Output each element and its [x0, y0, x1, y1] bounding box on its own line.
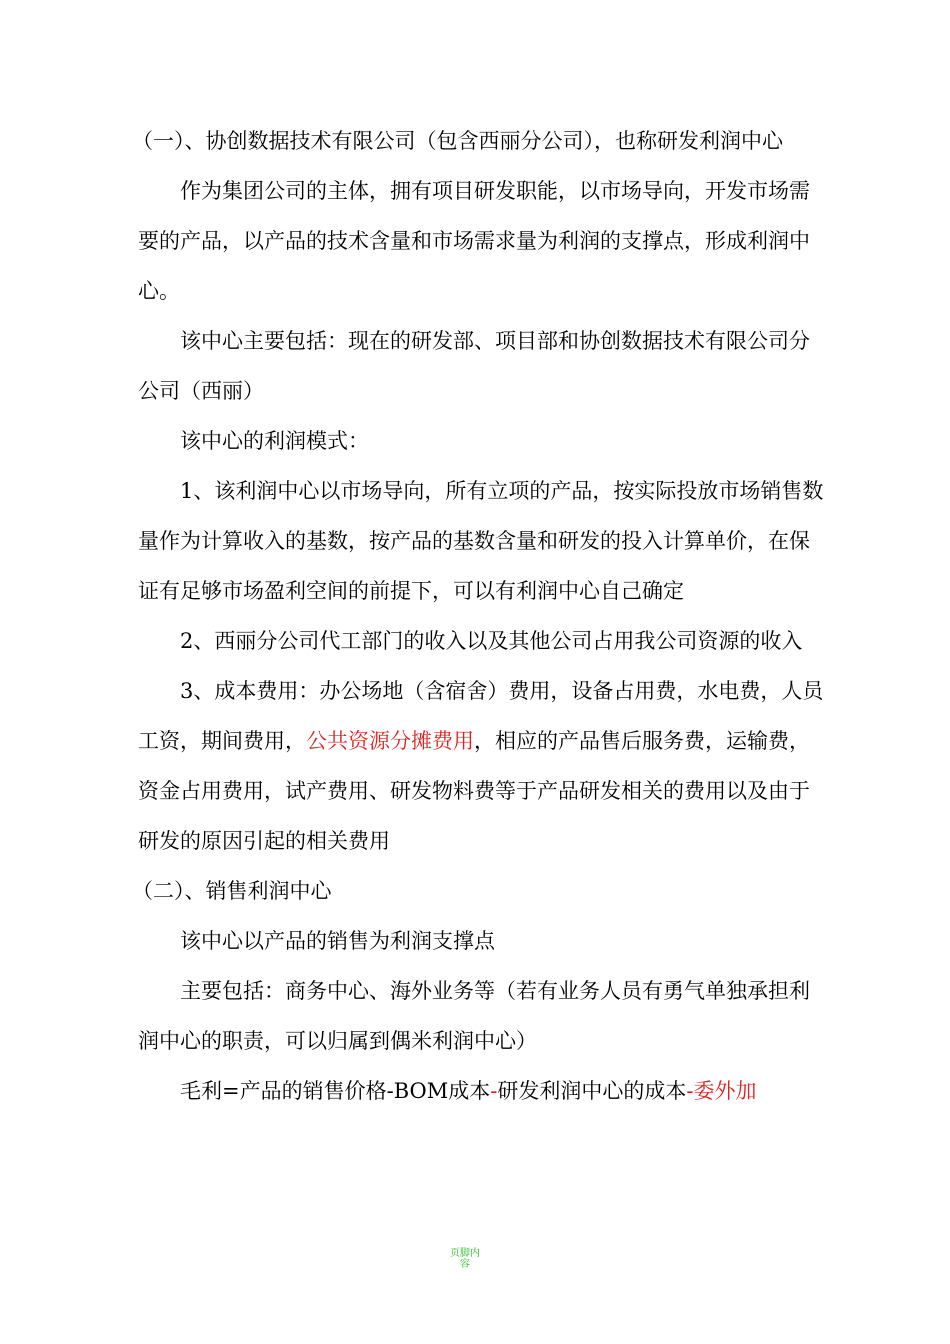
formula-equals: =	[222, 1079, 240, 1103]
formula-highlight-end: -委外加	[686, 1079, 757, 1103]
paragraph: 主要包括：商务中心、海外业务等（若有业务人员有勇气单独承担利润中心的职责，可以归属到偶米利润中心）	[138, 979, 810, 1053]
paragraph: 该中心的利润模式：	[180, 429, 369, 453]
section-heading-2: （二）、销售利润中心	[132, 879, 332, 903]
formula-minus-highlight: -	[490, 1079, 498, 1103]
formula-text-a: 毛利	[180, 1079, 222, 1103]
list-item-3-text-a: 3、成本费用：办公场地（含宿舍）费用，设备占用费，水电费，人员工资，期间费用，	[138, 679, 824, 753]
formula-text-c: 研发利润中心的成本	[497, 1079, 687, 1103]
document-body	[132, 116, 824, 1116]
paragraph: 该中心以产品的销售为利润支撑点	[180, 929, 495, 953]
section-heading-1: （一）、协创数据技术有限公司（包含西丽分公司），也称研发利润中心	[132, 129, 783, 153]
highlighted-text: 公共资源分摊费用	[306, 729, 474, 753]
list-item-1: 1、该利润中心以市场导向，所有立项的产品，按实际投放市场销售数量作为计算收入的基数，按产品的基数含量和研发的投入计算单价，在保证有足够市场盈利空间的前提下，可以有利润中心自己确定	[138, 479, 824, 603]
page-footer: 页脚内容	[450, 1248, 480, 1270]
formula-text-b: 产品的销售价格-BOM成本	[239, 1079, 491, 1103]
paragraph: 作为集团公司的主体，拥有项目研发职能，以市场导向，开发市场需要的产品，以产品的技术含量和市场需求量为利润的支撑点，形成利润中心。	[138, 179, 810, 303]
list-item-2: 2、西丽分公司代工部门的收入以及其他公司占用我公司资源的收入	[180, 629, 803, 653]
formula-line	[138, 1066, 824, 1116]
paragraph: 该中心主要包括：现在的研发部、项目部和协创数据技术有限公司分公司（西丽）	[138, 329, 810, 403]
list-item-3	[138, 666, 824, 866]
list-item-3-text-b: ，相应的产品售后服务费，运输费，资金占用费用，试产费用、研发物料费等于产品研发相关的费用以及由于研发的原因引起的相关费用	[138, 729, 810, 853]
